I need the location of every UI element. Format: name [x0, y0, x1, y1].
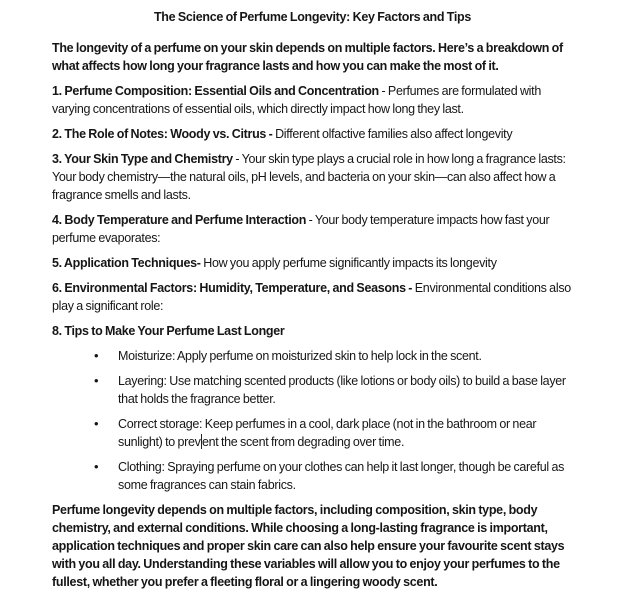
section-2-paragraph[interactable]: [52, 125, 573, 143]
document-title[interactable]: The Science of Perfume Longevity: Key Factors and Tips: [153, 10, 472, 24]
section-5-heading: 5. Application Techniques-: [52, 256, 201, 270]
tip-text-before-caret: Correct storage: Keep perfumes in a cool, dark place (not in the bathroom or near sunlight) to prev: [118, 417, 537, 449]
section-1-body: - Perfumes are formulated with varying concentrations of essential oils, which directly impact how long they last.: [52, 84, 541, 116]
section-4-body: - Your body temperature impacts how fast your perfume evaporates:: [52, 213, 550, 245]
section-4-heading: 4. Body Temperature and Perfume Interaction: [52, 213, 307, 227]
tips-heading[interactable]: 8. Tips to Make Your Perfume Last Longer: [52, 324, 285, 338]
section-3-paragraph[interactable]: [52, 150, 573, 204]
section-6-body: Environmental conditions also play a significant role:: [52, 281, 571, 313]
tip-item-moisturize[interactable]: [118, 347, 573, 365]
section-1-paragraph[interactable]: [52, 82, 573, 118]
conclusion-paragraph[interactable]: Perfume longevity depends on multiple factors, including composition, skin type, body chemistry, and external conditions. While choosing a long-lasting fragrance is important, application techniques and proper skin care can also help ensure your favourite scent stays with you all day. Understanding these variables will allow you to enjoy your perfumes to the fullest, whether you prefer a fleeting floral or a lingering woody scent.: [52, 503, 565, 589]
tip-text: Layering: Use matching scented products (like lotions or body oils) to build a base layer that holds the fragrance better.: [118, 374, 566, 406]
tip-text: Clothing: Spraying perfume on your clothes can help it last longer, though be careful as some fragrances can stain fabrics.: [118, 460, 565, 492]
section-2-heading: 2. The Role of Notes: Woody vs. Citrus -: [52, 127, 273, 141]
section-6-paragraph[interactable]: [52, 279, 573, 315]
section-5-body: How you apply perfume significantly impacts its longevity: [203, 256, 497, 270]
tip-text-after-caret: ent the scent from degrading over time.: [201, 435, 405, 449]
section-1-heading: 1. Perfume Composition: Essential Oils and Concentration: [52, 84, 379, 98]
intro-paragraph[interactable]: The longevity of a perfume on your skin depends on multiple factors. Here’s a breakdown of what affects how long your fragrance lasts and how you can make the most of it.: [52, 41, 563, 73]
section-3-body: - Your skin type plays a crucial role in how long a fragrance lasts: Your body chemistry—the natural oils, pH levels, and bacteria on your skin—can also affect how a fragrance smells and lasts.: [52, 152, 566, 202]
section-6-heading: 6. Environmental Factors: Humidity, Temperature, and Seasons -: [52, 281, 413, 295]
tip-item-layering[interactable]: [118, 372, 573, 408]
tip-item-clothing[interactable]: [118, 458, 573, 494]
tips-list: [52, 347, 573, 494]
tip-text: Moisturize: Apply perfume on moisturized skin to help lock in the scent.: [118, 349, 482, 363]
section-5-paragraph[interactable]: [52, 254, 573, 272]
section-4-paragraph[interactable]: [52, 211, 573, 247]
tip-item-storage[interactable]: [118, 415, 573, 451]
section-3-heading: 3. Your Skin Type and Chemistry: [52, 152, 233, 166]
section-2-body: Different olfactive families also affect longevity: [275, 127, 513, 141]
